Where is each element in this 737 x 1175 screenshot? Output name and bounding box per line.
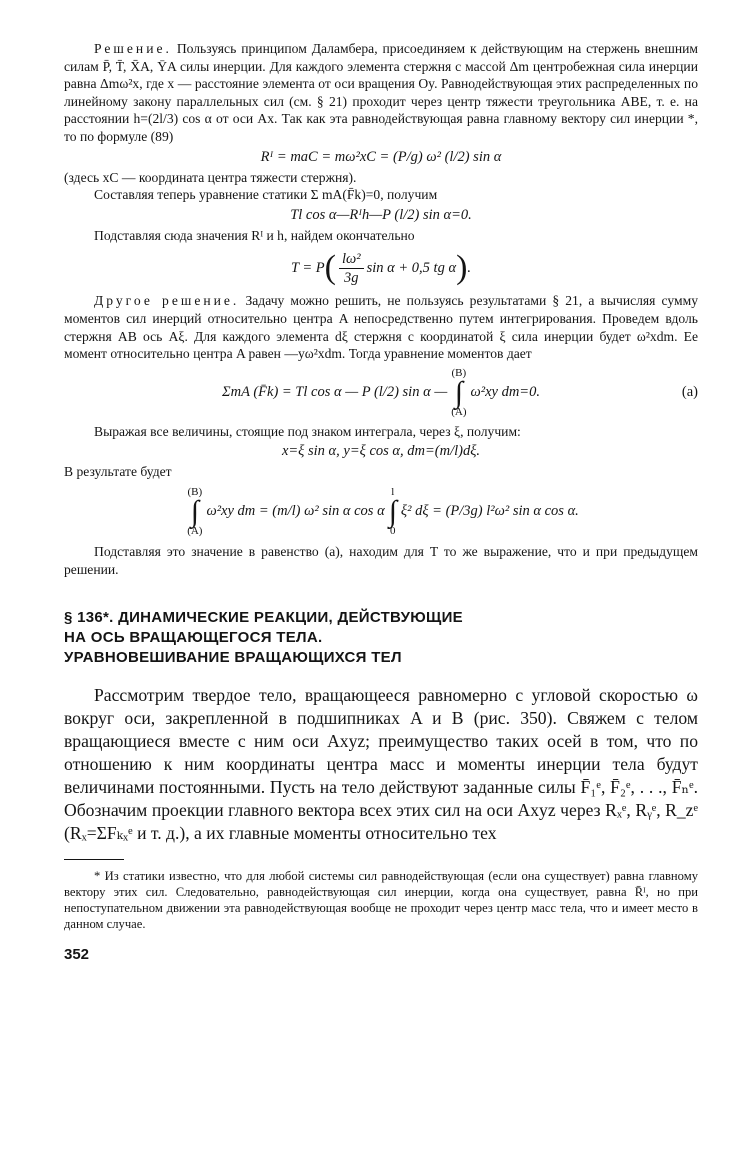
equation-integral-result: [64, 481, 698, 543]
page-number: 352: [64, 946, 90, 964]
solution-label: Решение.: [94, 41, 172, 56]
tension-end: .: [467, 259, 472, 276]
integral-symbol: ∫: [388, 494, 397, 528]
result-intro: В результате будет: [64, 464, 172, 480]
section-heading: [64, 608, 698, 668]
alternative-solution-label: Другое решение.: [94, 293, 240, 309]
equation-a-tag: (a): [681, 384, 698, 401]
equation-a-left: ΣmA (F̄k) = Tl cos α — P (l/2) sin α —: [222, 384, 448, 401]
integral-upper-limit: (B): [187, 485, 203, 498]
section-title-line-3: УРАВНОВЕШИВАНИЕ ВРАЩАЮЩИХСЯ ТЕЛ: [64, 649, 402, 667]
integral-sign-3: [389, 487, 397, 537]
integral-result-right: ξ² dξ = (P/3g) l²ω² sin α cos α.: [400, 503, 579, 520]
tension-fraction: [339, 250, 364, 287]
statics-equation-intro: Составляя теперь уравнение статики Σ mA(F̄k)=0, получим: [94, 187, 438, 203]
integral-lower-limit: (A): [187, 524, 203, 537]
equation-variables: x=ξ sin α, y=ξ cos α, dm=(m/l)dξ.: [281, 443, 481, 460]
conclusion-paragraph: Подставляя это значение в равенство (a), находим для T то же выражение, что и при предыдущем решении.: [64, 543, 698, 577]
variables-intro: Выражая все величины, стоящие под знаком интеграла, через ξ, получим:: [94, 423, 521, 439]
section-title-line-2: НА ОСЬ ВРАЩАЮЩЕГОСЯ ТЕЛА.: [64, 629, 323, 647]
alternative-solution-text: Задачу можно решить, не пользуясь результатами § 21, а вычисляя сумму моментов сил инерций относительно центра A непосредственно путем интегрирования. Проведем вдоль стержня AB ось Aξ. Для каждого элемента dξ стержня с координатой ξ сила инерции будет ω²xdm. Ее момент относительно центра A равен —yω²xdm. Тогда уравнение моментов дает: [64, 293, 699, 362]
center-coordinate-note: (здесь xC — координата центра тяжести стержня).: [64, 169, 357, 185]
right-paren: ): [456, 249, 468, 287]
footnote: * Из статики известно, что для любой системы сил равнодействующая (если она существует) равна главному вектору этих сил. Следовательно, равнодействующая сил инерции, когда она существует, равна R̄ᴵ, но при непоступательном движении эта равнодействующая вообще не проходит через центр масс тела, что и имеет место в данном случае.: [64, 869, 698, 932]
equation-a: [64, 363, 698, 423]
substitution-intro: Подставляя сюда значения Rᴵ и h, найдем окончательно: [94, 227, 415, 243]
integral-sign-1: [451, 368, 466, 418]
solution-text: Пользуясь принципом Даламбера, присоединяем к действующим на стержень внешним силам P̄, T̄, X̄A, ȲA силы инерции. Для каждого элемента стержня с массой Δm центробежная сила инерции равна Δmω²x, где x — расстояние элемента от оси вращения Oy. Равнодействующая этих распределенных по линейному закону параллельных сил (см. § 21) проходит через центр тяжести треугольника ABE, т. е. на расстоянии h=(2l/3) cos α от оси Ax. Так как эта равнодействующая равна главному вектору сил инерции *, то по формуле (89): [64, 41, 698, 144]
integral-symbol: ∫: [190, 494, 199, 528]
integral-lower-limit: 0: [390, 524, 396, 537]
fraction-denominator: 3g: [344, 269, 359, 286]
tension-rest: sin α + 0,5 tg α: [366, 259, 457, 276]
equation-a-right: ω²xy dm=0.: [470, 384, 540, 401]
equation-inertia-force: Rᴵ = maC = mω²xC = (P/g) ω² (l/2) sin α: [260, 148, 502, 165]
solution-paragraph: [64, 40, 698, 146]
fraction-numerator: lω²: [339, 250, 364, 269]
integral-symbol: ∫: [454, 375, 463, 409]
equation-tension-result: [64, 244, 698, 292]
footnote-divider: [64, 859, 124, 860]
integral-upper-limit: l: [391, 485, 395, 498]
integral-sign-2: [187, 487, 202, 537]
alternative-solution-paragraph: [64, 292, 698, 362]
left-paren: (: [324, 249, 336, 287]
page: [64, 40, 698, 963]
equation-moments: Tl cos α—Rᴵh—P (l/2) sin α=0.: [290, 206, 472, 223]
integral-upper-limit: (B): [451, 366, 467, 379]
integral-result-mid: ω²xy dm = (m/l) ω² sin α cos α: [206, 503, 385, 520]
section-title-line-1: § 136*. ДИНАМИЧЕСКИЕ РЕАКЦИИ, ДЕЙСТВУЮЩИЕ: [64, 609, 463, 627]
section-body: Рассмотрим твердое тело, вращающееся равномерно с угловой скоростью ω вокруг оси, закрепленной в подшипниках A и B (рис. 350). Свяжем с телом вращающиеся вместе с ним оси Axyz; преимущество таких осей в том, что по отношению к ним координаты центра масс и моменты инерции тела будут величинами постоянными. Пусть на тело действуют заданные силы F̄₁ᵉ, F̄₂ᵉ, . . ., F̄ₙᵉ. Обозначим проекции главного вектора всех этих сил на оси Axyz через Rₓᵉ, Rᵧᵉ, R_zᵉ (Rₓ=ΣFₖₓᵉ и т. д.), а их главные моменты относительно тех: [64, 685, 698, 844]
tension-left: T = P: [290, 259, 325, 276]
integral-lower-limit: (A): [451, 405, 467, 418]
